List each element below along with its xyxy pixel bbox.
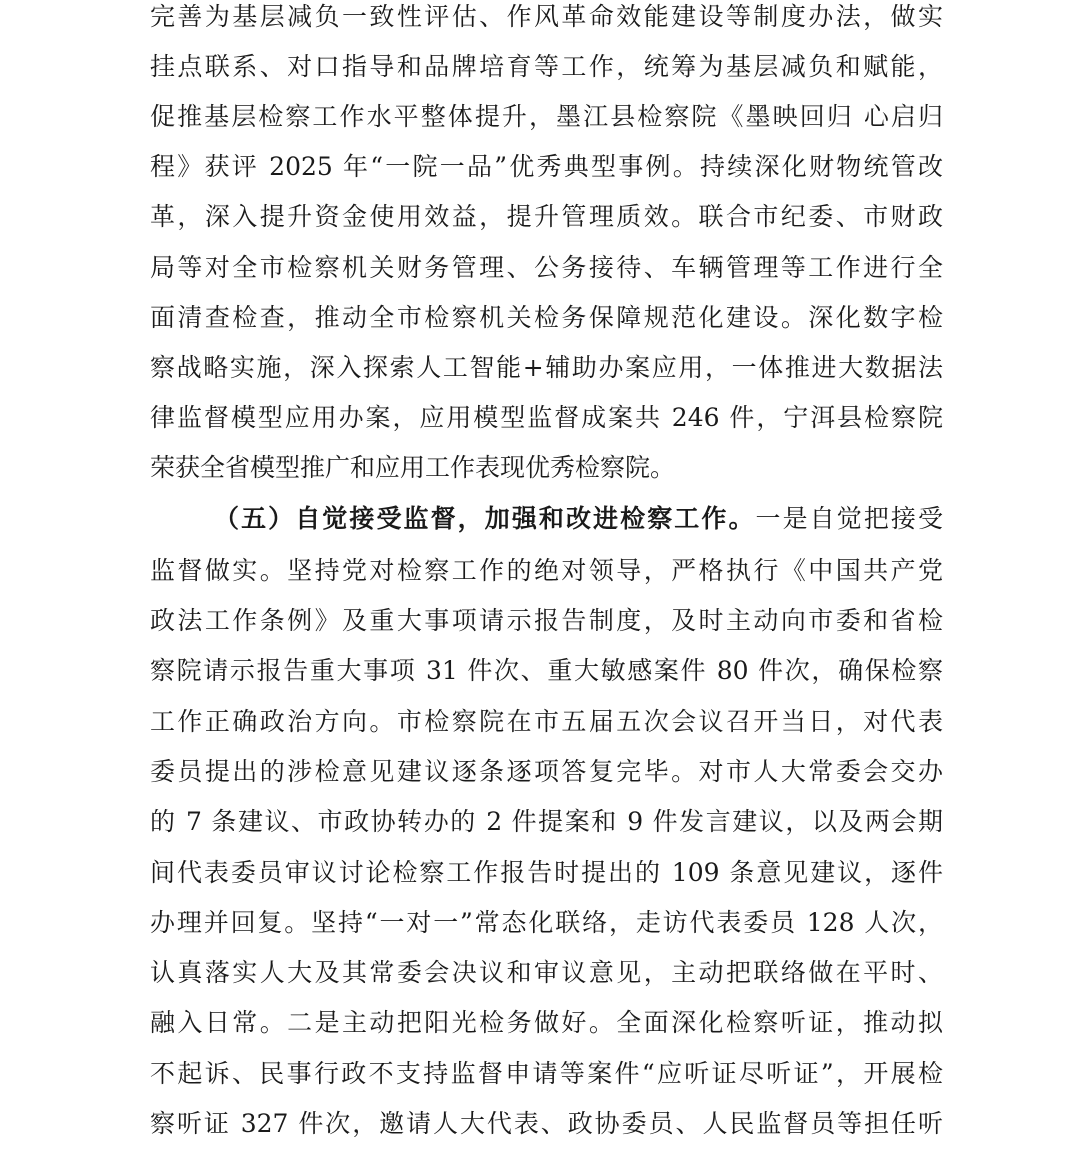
text-line: 察听证 327 件次，邀请人大代表、政协委员、人民监督员等担任听 bbox=[150, 1109, 943, 1138]
text-line: 程》获评 2025 年“一院一品”优秀典型事例。持续深化财物统管改 bbox=[150, 152, 943, 181]
text-line: 律监督模型应用办案，应用模型监督成案共 246 件，宁洱县检察院 bbox=[150, 403, 943, 432]
text-line: 面清查检查，推动全市检察机关检务保障规范化建设。深化数字检 bbox=[150, 303, 943, 332]
text-line: 政法工作条例》及重大事项请示报告制度，及时主动向市委和省检 bbox=[150, 606, 943, 635]
text-line: 荣获全省模型推广和应用工作表现优秀检察院。 bbox=[150, 453, 676, 482]
text-line: 办理并回复。坚持“一对一”常态化联络，走访代表委员 128 人次， bbox=[150, 908, 943, 937]
text-line: 融入日常。二是主动把阳光检务做好。全面深化检察听证，推动拟 bbox=[150, 1008, 943, 1037]
text-line: 的 7 条建议、市政协转办的 2 件提案和 9 件发言建议，以及两会期 bbox=[150, 807, 943, 836]
text-line: 局等对全市检察机关财务管理、公务接待、车辆管理等工作进行全 bbox=[150, 253, 943, 282]
section-heading: （五）自觉接受监督，加强和改进检察工作。 bbox=[214, 504, 756, 533]
text-run: 一是自觉把接受 bbox=[755, 504, 943, 533]
text-line: 察院请示报告重大事项 31 件次、重大敏感案件 80 件次，确保检察 bbox=[150, 656, 943, 685]
text-line: 监督做实。坚持党对检察工作的绝对领导，严格执行《中国共产党 bbox=[150, 556, 943, 585]
text-line: 委员提出的涉检意见建议逐条逐项答复完毕。对市人大常委会交办 bbox=[150, 757, 943, 786]
text-line: 完善为基层减负一致性评估、作风革命效能建设等制度办法，做实 bbox=[150, 2, 943, 31]
section-heading-line bbox=[214, 494, 943, 544]
text-line: 间代表委员审议讨论检察工作报告时提出的 109 条意见建议，逐件 bbox=[150, 858, 943, 887]
text-line: 工作正确政治方向。市检察院在市五届五次会议召开当日，对代表 bbox=[150, 707, 943, 736]
text-line: 促推基层检察工作水平整体提升，墨江县检察院《墨映回归 心启归 bbox=[150, 102, 943, 131]
text-line: 察战略实施，深入探索人工智能+辅助办案应用，一体推进大数据法 bbox=[150, 353, 943, 382]
text-line: 挂点联系、对口指导和品牌培育等工作，统筹为基层减负和赋能， bbox=[150, 52, 943, 81]
text-line: 不起诉、民事行政不支持监督申请等案件“应听证尽听证”，开展检 bbox=[150, 1059, 943, 1088]
text-line: 革，深入提升资金使用效益，提升管理质效。联合市纪委、市财政 bbox=[150, 202, 943, 231]
text-line: 认真落实人大及其常委会决议和审议意见，主动把联络做在平时、 bbox=[150, 958, 943, 987]
